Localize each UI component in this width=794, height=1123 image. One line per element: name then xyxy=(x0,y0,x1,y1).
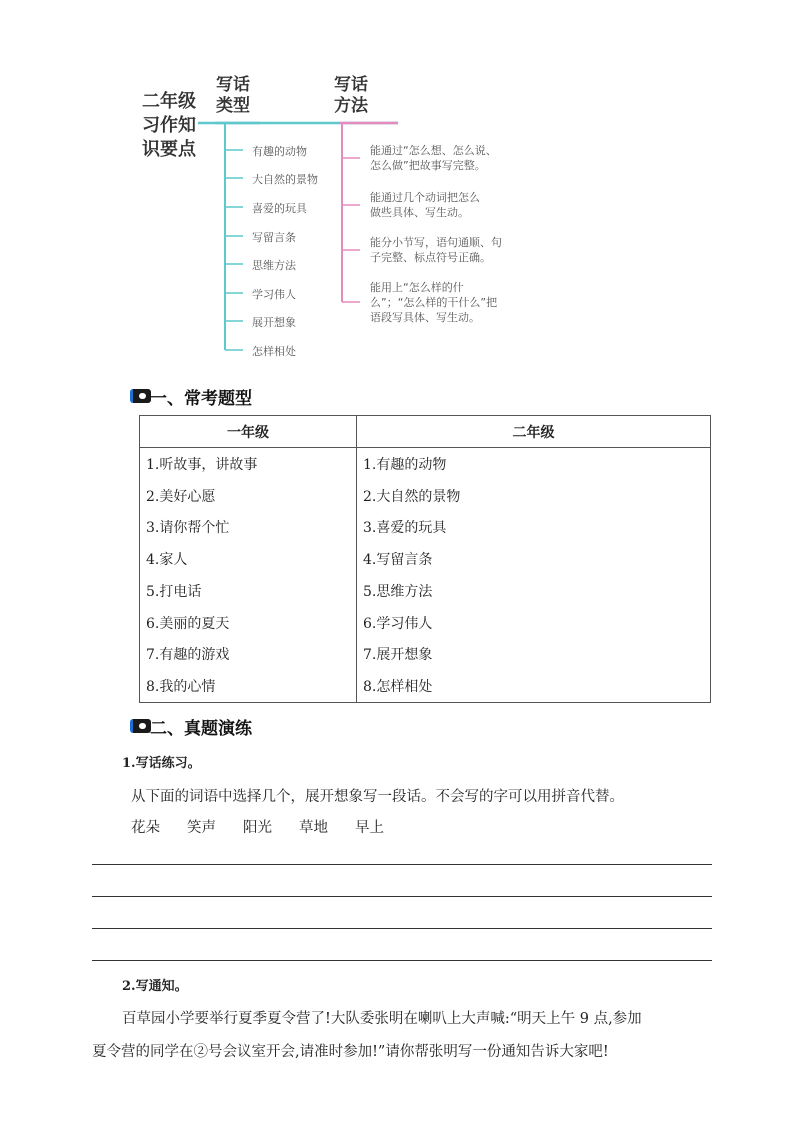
method-item: 能分小节写，语句通顺、句 子完整、标点符号正确。 xyxy=(370,236,502,264)
table-cell: 7.展开想象 xyxy=(357,639,711,671)
table-cell: 7.有趣的游戏 xyxy=(140,639,357,671)
type-item: 怎样相处 xyxy=(252,345,296,358)
column-header: 一年级 xyxy=(140,416,357,448)
answer-line[interactable] xyxy=(92,864,712,865)
word-option: 早上 xyxy=(355,820,384,836)
table-row xyxy=(140,512,711,544)
table-cell: 2.大自然的景物 xyxy=(357,480,711,512)
table-cell: 6.学习伟人 xyxy=(357,607,711,639)
mindmap-heading-types: 写话 类型 xyxy=(216,75,250,116)
question-title: 1.写话练习。 xyxy=(122,756,201,771)
table-row xyxy=(140,607,711,639)
question-text-line: 百草园小学要举行夏季夏令营了!大队委张明在喇叭上大声喊:“明天上午 9 点,参加 xyxy=(122,1011,642,1027)
method-item: 能通过几个动词把怎么 做些具体、写生动。 xyxy=(370,191,480,219)
type-item: 学习伟人 xyxy=(252,288,296,301)
table-cell: 4.写留言条 xyxy=(357,543,711,575)
table-cell: 5.思维方法 xyxy=(357,575,711,607)
table-row xyxy=(140,448,711,480)
word-option: 花朵 xyxy=(131,820,160,836)
methods-branches xyxy=(342,158,360,302)
word-option: 草地 xyxy=(299,820,328,836)
table-cell: 3.请你帮个忙 xyxy=(140,512,357,544)
table-cell: 2.美好心愿 xyxy=(140,480,357,512)
type-item: 喜爱的玩具 xyxy=(252,202,307,215)
section-title: 一、常考题型 xyxy=(150,389,252,409)
type-item: 思维方法 xyxy=(252,259,296,272)
column-header: 二年级 xyxy=(357,416,711,448)
section-bullet-icon xyxy=(130,719,151,733)
types-branches xyxy=(225,150,243,350)
question-title: 2.写通知。 xyxy=(122,979,188,994)
table-row xyxy=(140,670,711,702)
table-cell: 1.有趣的动物 xyxy=(357,448,711,480)
word-option: 笑声 xyxy=(187,820,216,836)
table-header-row xyxy=(140,416,711,448)
answer-line[interactable] xyxy=(92,960,712,961)
table-cell: 4.家人 xyxy=(140,543,357,575)
type-item: 展开想象 xyxy=(252,316,296,329)
method-item: 能用上“怎么样的什 么”；“怎么样的干什么”把 语段写具体、写生动。 xyxy=(370,281,498,324)
table-cell: 6.美丽的夏天 xyxy=(140,607,357,639)
table-row xyxy=(140,575,711,607)
table-cell: 3.喜爱的玩具 xyxy=(357,512,711,544)
table-row xyxy=(140,543,711,575)
answer-line[interactable] xyxy=(92,928,712,929)
question-type-table xyxy=(139,415,711,703)
table-cell: 1.听故事，讲故事 xyxy=(140,448,357,480)
type-item: 大自然的景物 xyxy=(252,173,318,186)
table-row xyxy=(140,639,711,671)
table-cell: 5.打电话 xyxy=(140,575,357,607)
type-item: 有趣的动物 xyxy=(252,145,307,158)
question-instruction: 从下面的词语中选择几个，展开想象写一段话。不会写的字可以用拼音代替。 xyxy=(131,789,624,805)
word-option: 阳光 xyxy=(243,820,272,836)
method-item: 能通过“怎么想、怎么说、 怎么做”把故事写完整。 xyxy=(370,144,497,172)
mindmap-heading-methods: 写话 方法 xyxy=(334,75,368,116)
table-row xyxy=(140,480,711,512)
mindmap-root: 二年级 习作知 识要点 xyxy=(142,91,196,160)
section-bullet-icon xyxy=(130,389,151,403)
answer-line[interactable] xyxy=(92,896,712,897)
question-text-line: 夏令营的同学在②号会议室开会,请准时参加!”请你帮张明写一份通知告诉大家吧! xyxy=(92,1044,609,1060)
section-title: 二、真题演练 xyxy=(150,719,252,739)
table-cell: 8.怎样相处 xyxy=(357,670,711,702)
table-cell: 8.我的心情 xyxy=(140,670,357,702)
type-item: 写留言条 xyxy=(252,231,296,244)
